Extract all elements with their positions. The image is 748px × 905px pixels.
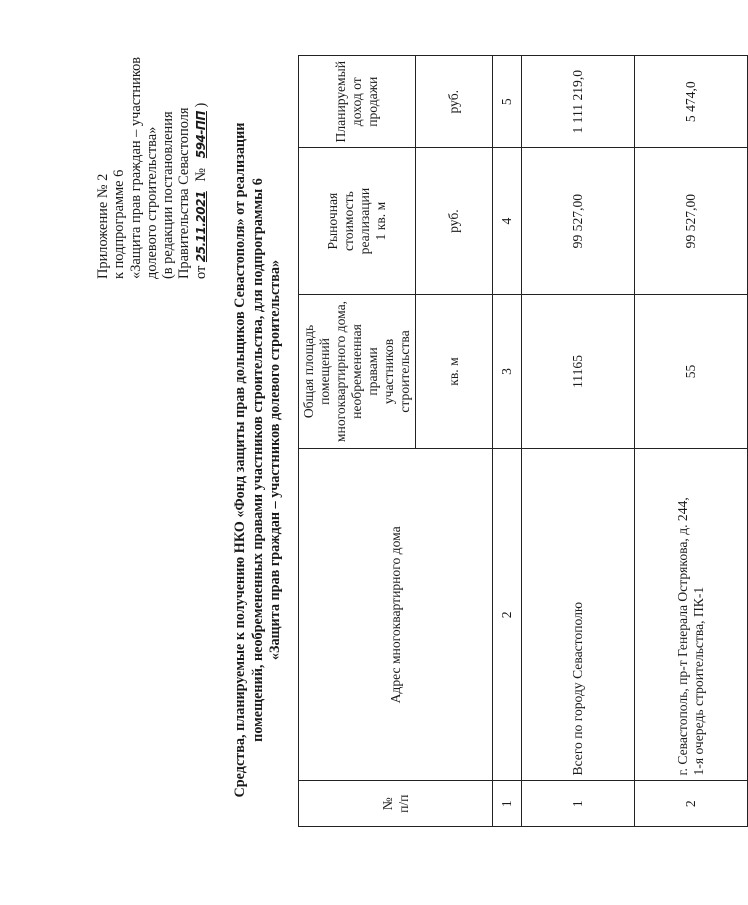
number-sign: № [192, 167, 209, 182]
index-cell: 1 [493, 781, 522, 827]
row-area: 55 [635, 294, 748, 448]
index-cell: 3 [493, 294, 522, 448]
index-cell: 4 [493, 148, 522, 294]
appendix-note [95, 0, 209, 279]
unit-area: кв. м [416, 294, 493, 448]
row-price: 99 527,00 [522, 148, 635, 294]
index-row [493, 56, 522, 827]
appendix-date-line [193, 0, 209, 279]
closing-paren: ) [192, 102, 209, 108]
header-num: № п/п [299, 781, 493, 827]
unit-price: руб. [416, 148, 493, 294]
document-title [232, 110, 285, 810]
handwritten-date: 25.11.2021 [193, 191, 208, 263]
appendix-line: Приложение № 2 [95, 173, 111, 279]
row-num: 2 [635, 781, 748, 827]
index-cell: 2 [493, 449, 522, 781]
appendix-line: (в редакции постановления [160, 111, 177, 279]
title-line: помещений, необремененных правами участников строительства, для подпрограммы 6 [249, 178, 266, 742]
funds-table [298, 55, 748, 827]
header-row [299, 56, 416, 827]
table-row [635, 56, 748, 827]
row-income: 1 111 219,0 [522, 56, 635, 148]
row-income: 5 474,0 [635, 56, 748, 148]
row-price: 99 527,00 [635, 148, 748, 294]
index-cell: 5 [493, 56, 522, 148]
header-address: Адрес многоквартирного дома [299, 449, 493, 781]
date-prefix: от [192, 265, 209, 279]
appendix-line: «Защита прав граждан – участников [127, 56, 144, 279]
header-area: Общая площадь помещений многоквартирного дома, необремененная правами участников строительства [299, 294, 416, 448]
row-address: г. Севастополь, пр-т Генерала Острякова, д. 244, 1-я очередь строительства, ПК-1 [635, 449, 748, 781]
appendix-line: Правительства Севастополя [176, 107, 193, 279]
row-address: Всего по городу Севастополю [522, 449, 635, 781]
header-income: Планируемый доход от продажи [299, 56, 416, 148]
handwritten-number: 594-ПП [193, 111, 208, 159]
row-num: 1 [522, 781, 635, 827]
title-line: Средства, планируемые к получению НКО «Фонд защиты прав дольщиков Севастополя» от реализации [232, 122, 248, 798]
table-row [522, 56, 635, 827]
appendix-line: к подпрограмме 6 [111, 169, 128, 279]
title-line: «Защита прав граждан – участников долевого строительства» [267, 259, 284, 661]
unit-income: руб. [416, 56, 493, 148]
row-area: 11165 [522, 294, 635, 448]
header-price: Рыночная стоимость реализации 1 кв. м [299, 148, 416, 294]
appendix-line: долевого строительства» [143, 126, 160, 279]
